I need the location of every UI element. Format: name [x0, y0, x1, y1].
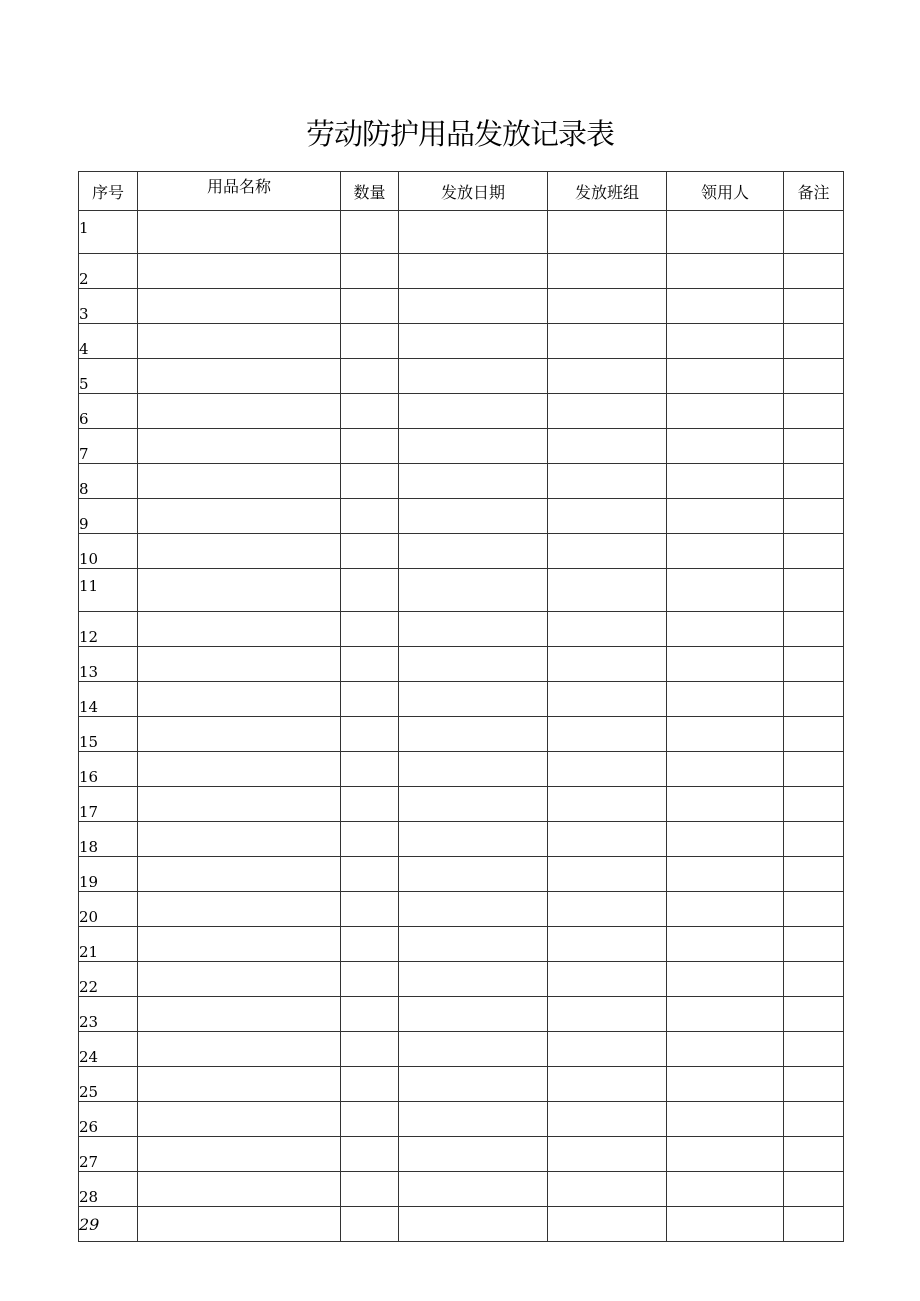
row-number: 1	[79, 211, 138, 254]
row-number: 26	[79, 1102, 138, 1137]
remarks-cell[interactable]	[784, 394, 844, 429]
remarks-cell[interactable]	[784, 359, 844, 394]
issue-date-cell[interactable]	[399, 464, 548, 499]
quantity-cell[interactable]	[341, 1172, 399, 1207]
recipient-cell[interactable]	[667, 1067, 784, 1102]
issue-date-cell[interactable]	[399, 534, 548, 569]
team-cell[interactable]	[548, 717, 667, 752]
issue-date-cell[interactable]	[399, 787, 548, 822]
table-row	[79, 717, 844, 752]
recipient-cell[interactable]	[667, 394, 784, 429]
table-row	[79, 647, 844, 682]
quantity-cell[interactable]	[341, 857, 399, 892]
item-name-cell[interactable]	[138, 1067, 341, 1102]
table-row	[79, 892, 844, 927]
team-cell[interactable]	[548, 429, 667, 464]
remarks-cell[interactable]	[784, 717, 844, 752]
header-team: 发放班组	[548, 172, 667, 211]
team-cell[interactable]	[548, 1207, 667, 1242]
team-cell[interactable]	[548, 752, 667, 787]
issue-date-cell[interactable]	[399, 1032, 548, 1067]
item-name-cell[interactable]	[138, 682, 341, 717]
item-name-cell[interactable]	[138, 1172, 341, 1207]
team-cell[interactable]	[548, 254, 667, 289]
table-row	[79, 1172, 844, 1207]
row-number: 5	[79, 359, 138, 394]
row-number: 29	[79, 1207, 138, 1242]
recipient-cell[interactable]	[667, 647, 784, 682]
table-row	[79, 612, 844, 647]
quantity-cell[interactable]	[341, 892, 399, 927]
table-row	[79, 1067, 844, 1102]
quantity-cell[interactable]	[341, 1032, 399, 1067]
quantity-cell[interactable]	[341, 1067, 399, 1102]
remarks-cell[interactable]	[784, 647, 844, 682]
row-number: 8	[79, 464, 138, 499]
remarks-cell[interactable]	[784, 499, 844, 534]
issue-date-cell[interactable]	[399, 1067, 548, 1102]
remarks-cell[interactable]	[784, 534, 844, 569]
remarks-cell[interactable]	[784, 857, 844, 892]
issue-date-cell[interactable]	[399, 569, 548, 612]
header-serial: 序号	[79, 172, 138, 211]
table-row	[79, 1102, 844, 1137]
remarks-cell[interactable]	[784, 1032, 844, 1067]
remarks-cell[interactable]	[784, 1207, 844, 1242]
item-name-cell[interactable]	[138, 534, 341, 569]
row-number: 15	[79, 717, 138, 752]
table-row	[79, 569, 844, 612]
header-issue-date: 发放日期	[399, 172, 548, 211]
issue-date-cell[interactable]	[399, 394, 548, 429]
table-row	[79, 752, 844, 787]
recipient-cell[interactable]	[667, 1137, 784, 1172]
item-name-cell[interactable]	[138, 324, 341, 359]
recipient-cell[interactable]	[667, 717, 784, 752]
item-name-cell[interactable]	[138, 717, 341, 752]
row-number: 20	[79, 892, 138, 927]
row-number: 18	[79, 822, 138, 857]
issue-date-cell[interactable]	[399, 717, 548, 752]
remarks-cell[interactable]	[784, 464, 844, 499]
remarks-cell[interactable]	[784, 1137, 844, 1172]
table-row	[79, 464, 844, 499]
quantity-cell[interactable]	[341, 647, 399, 682]
quantity-cell[interactable]	[341, 997, 399, 1032]
team-cell[interactable]	[548, 499, 667, 534]
row-number: 21	[79, 927, 138, 962]
remarks-cell[interactable]	[784, 927, 844, 962]
header-row	[79, 172, 844, 211]
row-number: 28	[79, 1172, 138, 1207]
table-row	[79, 857, 844, 892]
quantity-cell[interactable]	[341, 499, 399, 534]
recipient-cell[interactable]	[667, 289, 784, 324]
remarks-cell[interactable]	[784, 612, 844, 647]
remarks-cell[interactable]	[784, 787, 844, 822]
table-row	[79, 534, 844, 569]
item-name-cell[interactable]	[138, 394, 341, 429]
quantity-cell[interactable]	[341, 822, 399, 857]
recipient-cell[interactable]	[667, 1207, 784, 1242]
team-cell[interactable]	[548, 1102, 667, 1137]
quantity-cell[interactable]	[341, 787, 399, 822]
row-number: 7	[79, 429, 138, 464]
item-name-cell[interactable]	[138, 612, 341, 647]
recipient-cell[interactable]	[667, 857, 784, 892]
item-name-cell[interactable]	[138, 211, 341, 254]
row-number: 23	[79, 997, 138, 1032]
recipient-cell[interactable]	[667, 254, 784, 289]
recipient-cell[interactable]	[667, 1032, 784, 1067]
row-number: 4	[79, 324, 138, 359]
team-cell[interactable]	[548, 787, 667, 822]
row-number: 6	[79, 394, 138, 429]
item-name-cell[interactable]	[138, 359, 341, 394]
remarks-cell[interactable]	[784, 254, 844, 289]
remarks-cell[interactable]	[784, 962, 844, 997]
item-name-cell[interactable]	[138, 464, 341, 499]
header-remarks: 备注	[784, 172, 844, 211]
row-number: 9	[79, 499, 138, 534]
quantity-cell[interactable]	[341, 324, 399, 359]
remarks-cell[interactable]	[784, 289, 844, 324]
recipient-cell[interactable]	[667, 1172, 784, 1207]
table-row	[79, 429, 844, 464]
quantity-cell[interactable]	[341, 612, 399, 647]
item-name-cell[interactable]	[138, 822, 341, 857]
quantity-cell[interactable]	[341, 1207, 399, 1242]
issue-date-cell[interactable]	[399, 429, 548, 464]
quantity-cell[interactable]	[341, 289, 399, 324]
issue-date-cell[interactable]	[399, 499, 548, 534]
recipient-cell[interactable]	[667, 997, 784, 1032]
quantity-cell[interactable]	[341, 429, 399, 464]
recipient-cell[interactable]	[667, 612, 784, 647]
row-number: 17	[79, 787, 138, 822]
team-cell[interactable]	[548, 569, 667, 612]
quantity-cell[interactable]	[341, 394, 399, 429]
table-row	[79, 394, 844, 429]
team-cell[interactable]	[548, 962, 667, 997]
recipient-cell[interactable]	[667, 682, 784, 717]
table-row	[79, 1032, 844, 1067]
remarks-cell[interactable]	[784, 997, 844, 1032]
issue-date-cell[interactable]	[399, 892, 548, 927]
item-name-cell[interactable]	[138, 254, 341, 289]
item-name-cell[interactable]	[138, 857, 341, 892]
table-row	[79, 927, 844, 962]
quantity-cell[interactable]	[341, 534, 399, 569]
quantity-cell[interactable]	[341, 211, 399, 254]
row-number: 2	[79, 254, 138, 289]
quantity-cell[interactable]	[341, 717, 399, 752]
issue-date-cell[interactable]	[399, 927, 548, 962]
issue-date-cell[interactable]	[399, 682, 548, 717]
table-row	[79, 211, 844, 254]
remarks-cell[interactable]	[784, 429, 844, 464]
team-cell[interactable]	[548, 822, 667, 857]
recipient-cell[interactable]	[667, 787, 784, 822]
row-number: 19	[79, 857, 138, 892]
quantity-cell[interactable]	[341, 569, 399, 612]
page-title: 劳动防护用品发放记录表	[305, 117, 614, 151]
table-row	[79, 324, 844, 359]
item-name-cell[interactable]	[138, 429, 341, 464]
issue-date-cell[interactable]	[399, 997, 548, 1032]
recipient-cell[interactable]	[667, 962, 784, 997]
row-number: 24	[79, 1032, 138, 1067]
recipient-cell[interactable]	[667, 822, 784, 857]
table-row	[79, 289, 844, 324]
row-number: 27	[79, 1137, 138, 1172]
remarks-cell[interactable]	[784, 324, 844, 359]
row-number: 16	[79, 752, 138, 787]
recipient-cell[interactable]	[667, 892, 784, 927]
item-name-cell[interactable]	[138, 1207, 341, 1242]
team-cell[interactable]	[548, 534, 667, 569]
remarks-cell[interactable]	[784, 211, 844, 254]
item-name-cell[interactable]	[138, 289, 341, 324]
issue-date-cell[interactable]	[399, 359, 548, 394]
recipient-cell[interactable]	[667, 1102, 784, 1137]
team-cell[interactable]	[548, 682, 667, 717]
item-name-cell[interactable]	[138, 787, 341, 822]
quantity-cell[interactable]	[341, 752, 399, 787]
item-name-cell[interactable]	[138, 647, 341, 682]
issue-date-cell[interactable]	[399, 857, 548, 892]
quantity-cell[interactable]	[341, 254, 399, 289]
table-row	[79, 787, 844, 822]
item-name-cell[interactable]	[138, 962, 341, 997]
item-name-cell[interactable]	[138, 927, 341, 962]
quantity-cell[interactable]	[341, 962, 399, 997]
header-recipient: 领用人	[667, 172, 784, 211]
recipient-cell[interactable]	[667, 324, 784, 359]
recipient-cell[interactable]	[667, 359, 784, 394]
recipient-cell[interactable]	[667, 752, 784, 787]
header-quantity: 数量	[341, 172, 399, 211]
remarks-cell[interactable]	[784, 822, 844, 857]
quantity-cell[interactable]	[341, 927, 399, 962]
quantity-cell[interactable]	[341, 359, 399, 394]
issue-date-cell[interactable]	[399, 647, 548, 682]
team-cell[interactable]	[548, 464, 667, 499]
table-row	[79, 499, 844, 534]
team-cell[interactable]	[548, 324, 667, 359]
team-cell[interactable]	[548, 997, 667, 1032]
row-number: 12	[79, 612, 138, 647]
record-table	[78, 171, 844, 1242]
team-cell[interactable]	[548, 1137, 667, 1172]
table-row	[79, 1207, 844, 1242]
issue-date-cell[interactable]	[399, 1137, 548, 1172]
remarks-cell[interactable]	[784, 892, 844, 927]
item-name-cell[interactable]	[138, 569, 341, 612]
team-cell[interactable]	[548, 359, 667, 394]
item-name-cell[interactable]	[138, 997, 341, 1032]
quantity-cell[interactable]	[341, 1137, 399, 1172]
remarks-cell[interactable]	[784, 752, 844, 787]
team-cell[interactable]	[548, 1032, 667, 1067]
recipient-cell[interactable]	[667, 569, 784, 612]
table-row	[79, 997, 844, 1032]
team-cell[interactable]	[548, 892, 667, 927]
item-name-cell[interactable]	[138, 499, 341, 534]
row-number: 10	[79, 534, 138, 569]
team-cell[interactable]	[548, 211, 667, 254]
issue-date-cell[interactable]	[399, 1207, 548, 1242]
recipient-cell[interactable]	[667, 211, 784, 254]
table-row	[79, 359, 844, 394]
row-number: 13	[79, 647, 138, 682]
item-name-cell[interactable]	[138, 892, 341, 927]
team-cell[interactable]	[548, 927, 667, 962]
remarks-cell[interactable]	[784, 1067, 844, 1102]
header-item-name: 用品名称	[138, 172, 341, 211]
row-number: 25	[79, 1067, 138, 1102]
row-number: 11	[79, 569, 138, 612]
item-name-cell[interactable]	[138, 1137, 341, 1172]
remarks-cell[interactable]	[784, 682, 844, 717]
team-cell[interactable]	[548, 1067, 667, 1102]
recipient-cell[interactable]	[667, 464, 784, 499]
item-name-cell[interactable]	[138, 1032, 341, 1067]
quantity-cell[interactable]	[341, 1102, 399, 1137]
issue-date-cell[interactable]	[399, 962, 548, 997]
issue-date-cell[interactable]	[399, 612, 548, 647]
issue-date-cell[interactable]	[399, 752, 548, 787]
quantity-cell[interactable]	[341, 682, 399, 717]
issue-date-cell[interactable]	[399, 324, 548, 359]
issue-date-cell[interactable]	[399, 1102, 548, 1137]
team-cell[interactable]	[548, 612, 667, 647]
recipient-cell[interactable]	[667, 927, 784, 962]
table-row	[79, 962, 844, 997]
remarks-cell[interactable]	[784, 1172, 844, 1207]
recipient-cell[interactable]	[667, 499, 784, 534]
table-body	[79, 211, 844, 1242]
issue-date-cell[interactable]	[399, 211, 548, 254]
row-number: 3	[79, 289, 138, 324]
table-row	[79, 1137, 844, 1172]
quantity-cell[interactable]	[341, 464, 399, 499]
remarks-cell[interactable]	[784, 1102, 844, 1137]
recipient-cell[interactable]	[667, 534, 784, 569]
team-cell[interactable]	[548, 394, 667, 429]
item-name-cell[interactable]	[138, 752, 341, 787]
team-cell[interactable]	[548, 1172, 667, 1207]
table-row	[79, 682, 844, 717]
issue-date-cell[interactable]	[399, 822, 548, 857]
table-row	[79, 822, 844, 857]
table-row	[79, 254, 844, 289]
team-cell[interactable]	[548, 289, 667, 324]
issue-date-cell[interactable]	[399, 1172, 548, 1207]
row-number: 22	[79, 962, 138, 997]
team-cell[interactable]	[548, 857, 667, 892]
recipient-cell[interactable]	[667, 429, 784, 464]
row-number: 14	[79, 682, 138, 717]
issue-date-cell[interactable]	[399, 289, 548, 324]
remarks-cell[interactable]	[784, 569, 844, 612]
item-name-cell[interactable]	[138, 1102, 341, 1137]
team-cell[interactable]	[548, 647, 667, 682]
issue-date-cell[interactable]	[399, 254, 548, 289]
